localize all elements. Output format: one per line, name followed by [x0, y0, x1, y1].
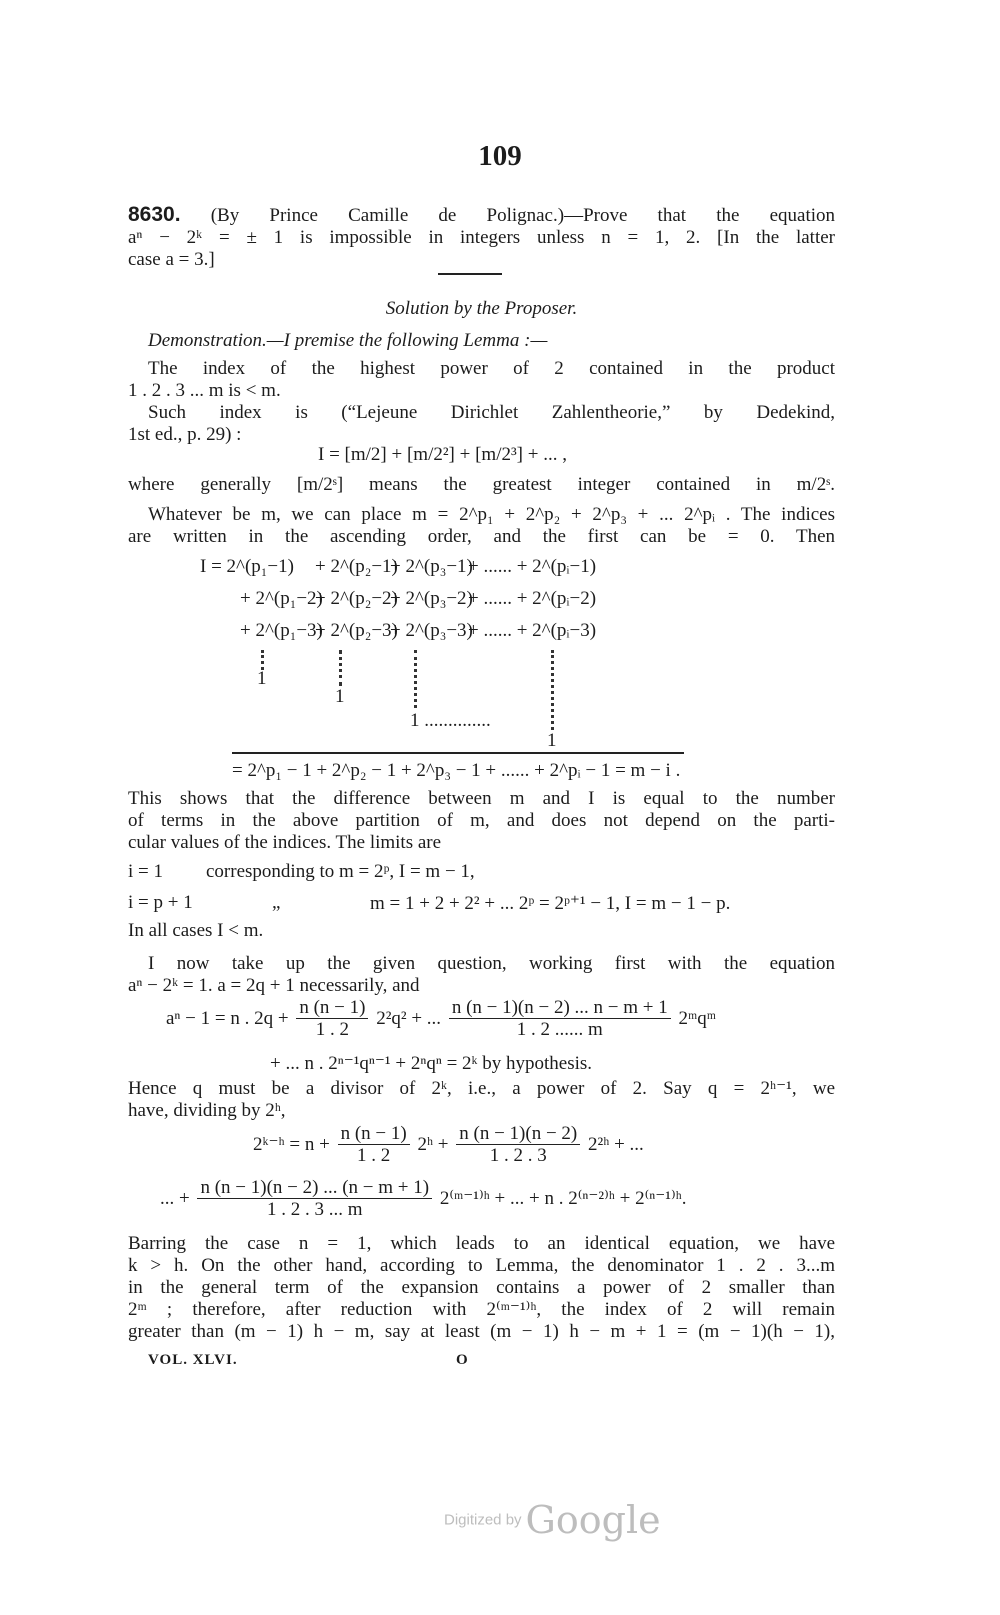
where-line: where generally [m/2ˢ] means the greatest integer contained in m/2ˢ. — [128, 474, 835, 495]
whatever-line-2: are written in the ascending order, and the first can be = 0. Then — [128, 526, 835, 547]
grid-cell: + 2^(p₃−2) — [390, 588, 473, 609]
grid-cell: + 2^(p₂−2) — [315, 588, 398, 609]
vertical-dots — [414, 650, 421, 708]
grid-one: 1 — [335, 686, 345, 707]
whatever-line-1: Whatever be m, we can place m = 2^p₁ + 2^p₂ + 2^p₃ + ... 2^pᵢ . The indices — [148, 504, 835, 525]
equation-1 — [166, 998, 716, 1041]
this-line-3: cular values of the indices. The limits are — [128, 832, 442, 853]
hence-line-2: have, dividing by 2ʰ, — [128, 1100, 286, 1121]
digitized-watermark — [444, 1498, 661, 1542]
equation-2-line-2 — [160, 1178, 686, 1221]
grid-cell: + 2^(p₃−1) — [390, 556, 473, 577]
barring-line-3: in the general term of the expansion contains a power of 2 smaller than — [128, 1277, 835, 1298]
fraction-denominator: 1 . 2 . 3 ... m — [267, 1199, 363, 1220]
problem-line-1 — [128, 204, 835, 227]
such-line-1: Such index is (“Lejeune Dirichlet Zahlentheorie,” by Dedekind, — [148, 402, 835, 423]
barring-line-4: 2ᵐ ; therefore, after reduction with 2⁽ᵐ⁻¹⁾ʰ, the index of 2 will remain — [128, 1299, 835, 1320]
page-number: 109 — [478, 140, 522, 172]
limit-2-text: m = 1 + 2 + 2² + ... 2ᵖ = 2ᵖ⁺¹ − 1, I = m − 1 − p. — [370, 893, 731, 914]
fraction-denominator: 1 . 2 — [357, 1145, 391, 1166]
fraction-denominator: 1 . 2 — [315, 1019, 350, 1040]
problem-number: 8630. — [128, 203, 181, 226]
eq2-fraction-3 — [197, 1178, 432, 1221]
this-line-1: This shows that the difference between m and I is equal to the number — [128, 788, 835, 809]
vertical-dots — [261, 650, 268, 670]
volume-label: VOL. XLVI. — [148, 1352, 238, 1368]
fraction-numerator: n (n − 1)(n − 2) ... n − m + 1 — [449, 998, 671, 1019]
all-cases-line: In all cases I < m. — [128, 920, 264, 941]
fraction-numerator: n (n − 1)(n − 2) — [456, 1124, 580, 1145]
grid-one: 1 — [257, 668, 267, 689]
hence-line-1: Hence q must be a divisor of 2ᵏ, i.e., a power of 2. Say q = 2ʰ⁻¹, we — [128, 1078, 835, 1099]
grid-cell: + 2^(p₂−1) — [315, 556, 398, 577]
grid-cell: + 2^(p₁−2) — [240, 588, 323, 609]
now-line-1: I now take up the given question, working first with the equation — [148, 953, 835, 974]
lemma-line-1: The index of the highest power of 2 contained in the product — [148, 358, 835, 379]
grid-cell: + 2^(p₁−3) — [240, 620, 323, 641]
vertical-dots — [339, 650, 346, 686]
digitized-text: Digitized by — [444, 1511, 522, 1529]
problem-line-3: case a = 3.] — [128, 249, 215, 270]
solution-heading: Solution by the Proposer. — [385, 298, 578, 319]
eq2-lhs: 2ᵏ⁻ʰ = n + — [253, 1133, 330, 1155]
grid-cell: + 2^(p₃−3) — [390, 620, 473, 641]
ditto-mark: „ — [272, 892, 281, 913]
limit-2-i: i = p + 1 — [128, 892, 193, 913]
fraction-numerator: n (n − 1)(n − 2) ... (n − m + 1) — [197, 1178, 432, 1199]
limit-1-i: i = 1 — [128, 861, 163, 882]
eq1-fraction-1 — [296, 998, 368, 1041]
eq2-line2-pre: ... + — [160, 1187, 190, 1209]
formula-I: I = [m/2] + [m/2²] + [m/2³] + ... , — [318, 444, 567, 465]
grid-cell: + 2^(p₂−3) — [315, 620, 398, 641]
limit-1-text: corresponding to m = 2ᵖ, I = m − 1, — [206, 861, 475, 882]
eq1-middle: 2²q² + ... — [376, 1007, 442, 1029]
fraction-numerator: n (n − 1) — [338, 1124, 410, 1145]
this-line-2: of terms in the above partition of m, and does not depend on the parti- — [128, 810, 835, 831]
grid-one-dots: 1 .............. — [410, 710, 491, 731]
fraction-denominator: 1 . 2 . 3 — [489, 1145, 547, 1166]
equation-1-line-2: + ... n . 2ⁿ⁻¹qⁿ⁻¹ + 2ⁿqⁿ = 2ᵏ by hypothesis. — [270, 1053, 593, 1074]
now-line-2: aⁿ − 2ᵏ = 1. a = 2q + 1 necessarily, and — [128, 975, 420, 996]
eq2-fraction-2 — [456, 1124, 580, 1167]
signature-mark: O — [456, 1352, 469, 1368]
eq1-end: 2ᵐqᵐ — [678, 1007, 717, 1029]
sum-rule — [232, 752, 684, 754]
lemma-line-2: 1 . 2 . 3 ... m is < m. — [128, 380, 281, 401]
barring-line-1: Barring the case n = 1, which leads to an identical equation, we have — [128, 1233, 835, 1254]
section-rule — [438, 273, 502, 275]
grid-cell: I = 2^(p₁−1) — [200, 556, 294, 577]
eq2-term-2: 2²ʰ + ... — [588, 1133, 644, 1155]
grid-cell: + ...... + 2^(pᵢ−3) — [468, 620, 597, 641]
fraction-denominator: 1 . 2 ...... m — [516, 1019, 603, 1040]
equation-2 — [253, 1124, 644, 1167]
eq2-line2-post: 2⁽ᵐ⁻¹⁾ʰ + ... + n . 2⁽ⁿ⁻²⁾ʰ + 2⁽ⁿ⁻¹⁾ʰ. — [439, 1187, 687, 1209]
eq2-term-1: 2ʰ + — [417, 1133, 449, 1155]
grid-cell: + ...... + 2^(pᵢ−2) — [468, 588, 597, 609]
problem-line-2: aⁿ − 2ᵏ = ± 1 is impossible in integers unless n = 1, 2. [In the latter — [128, 227, 835, 248]
barring-line-2: k > h. On the other hand, according to Lemma, the denominator 1 . 2 . 3...m — [128, 1255, 835, 1276]
grid-sum: = 2^p₁ − 1 + 2^p₂ − 1 + 2^p₃ − 1 + ...... + 2^pᵢ − 1 = m − i . — [232, 760, 681, 781]
vertical-dots — [551, 650, 558, 730]
such-line-2: 1st ed., p. 29) : — [128, 424, 242, 445]
eq1-fraction-2 — [449, 998, 671, 1041]
problem-text-1: (By Prince Camille de Polignac.)—Prove that the equation — [210, 205, 836, 226]
eq1-lhs: aⁿ − 1 = n . 2q + — [166, 1007, 289, 1029]
demonstration-line: Demonstration.—I premise the following Lemma :— — [148, 330, 548, 351]
grid-cell: + ...... + 2^(pᵢ−1) — [468, 556, 597, 577]
eq2-fraction-1 — [338, 1124, 410, 1167]
grid-one: 1 — [547, 730, 557, 751]
barring-line-5: greater than (m − 1) h − m, say at least (m − 1) h − m + 1 = (m − 1)(h − 1), — [128, 1321, 835, 1342]
fraction-numerator: n (n − 1) — [296, 998, 368, 1019]
google-logo: Google — [525, 1498, 661, 1542]
